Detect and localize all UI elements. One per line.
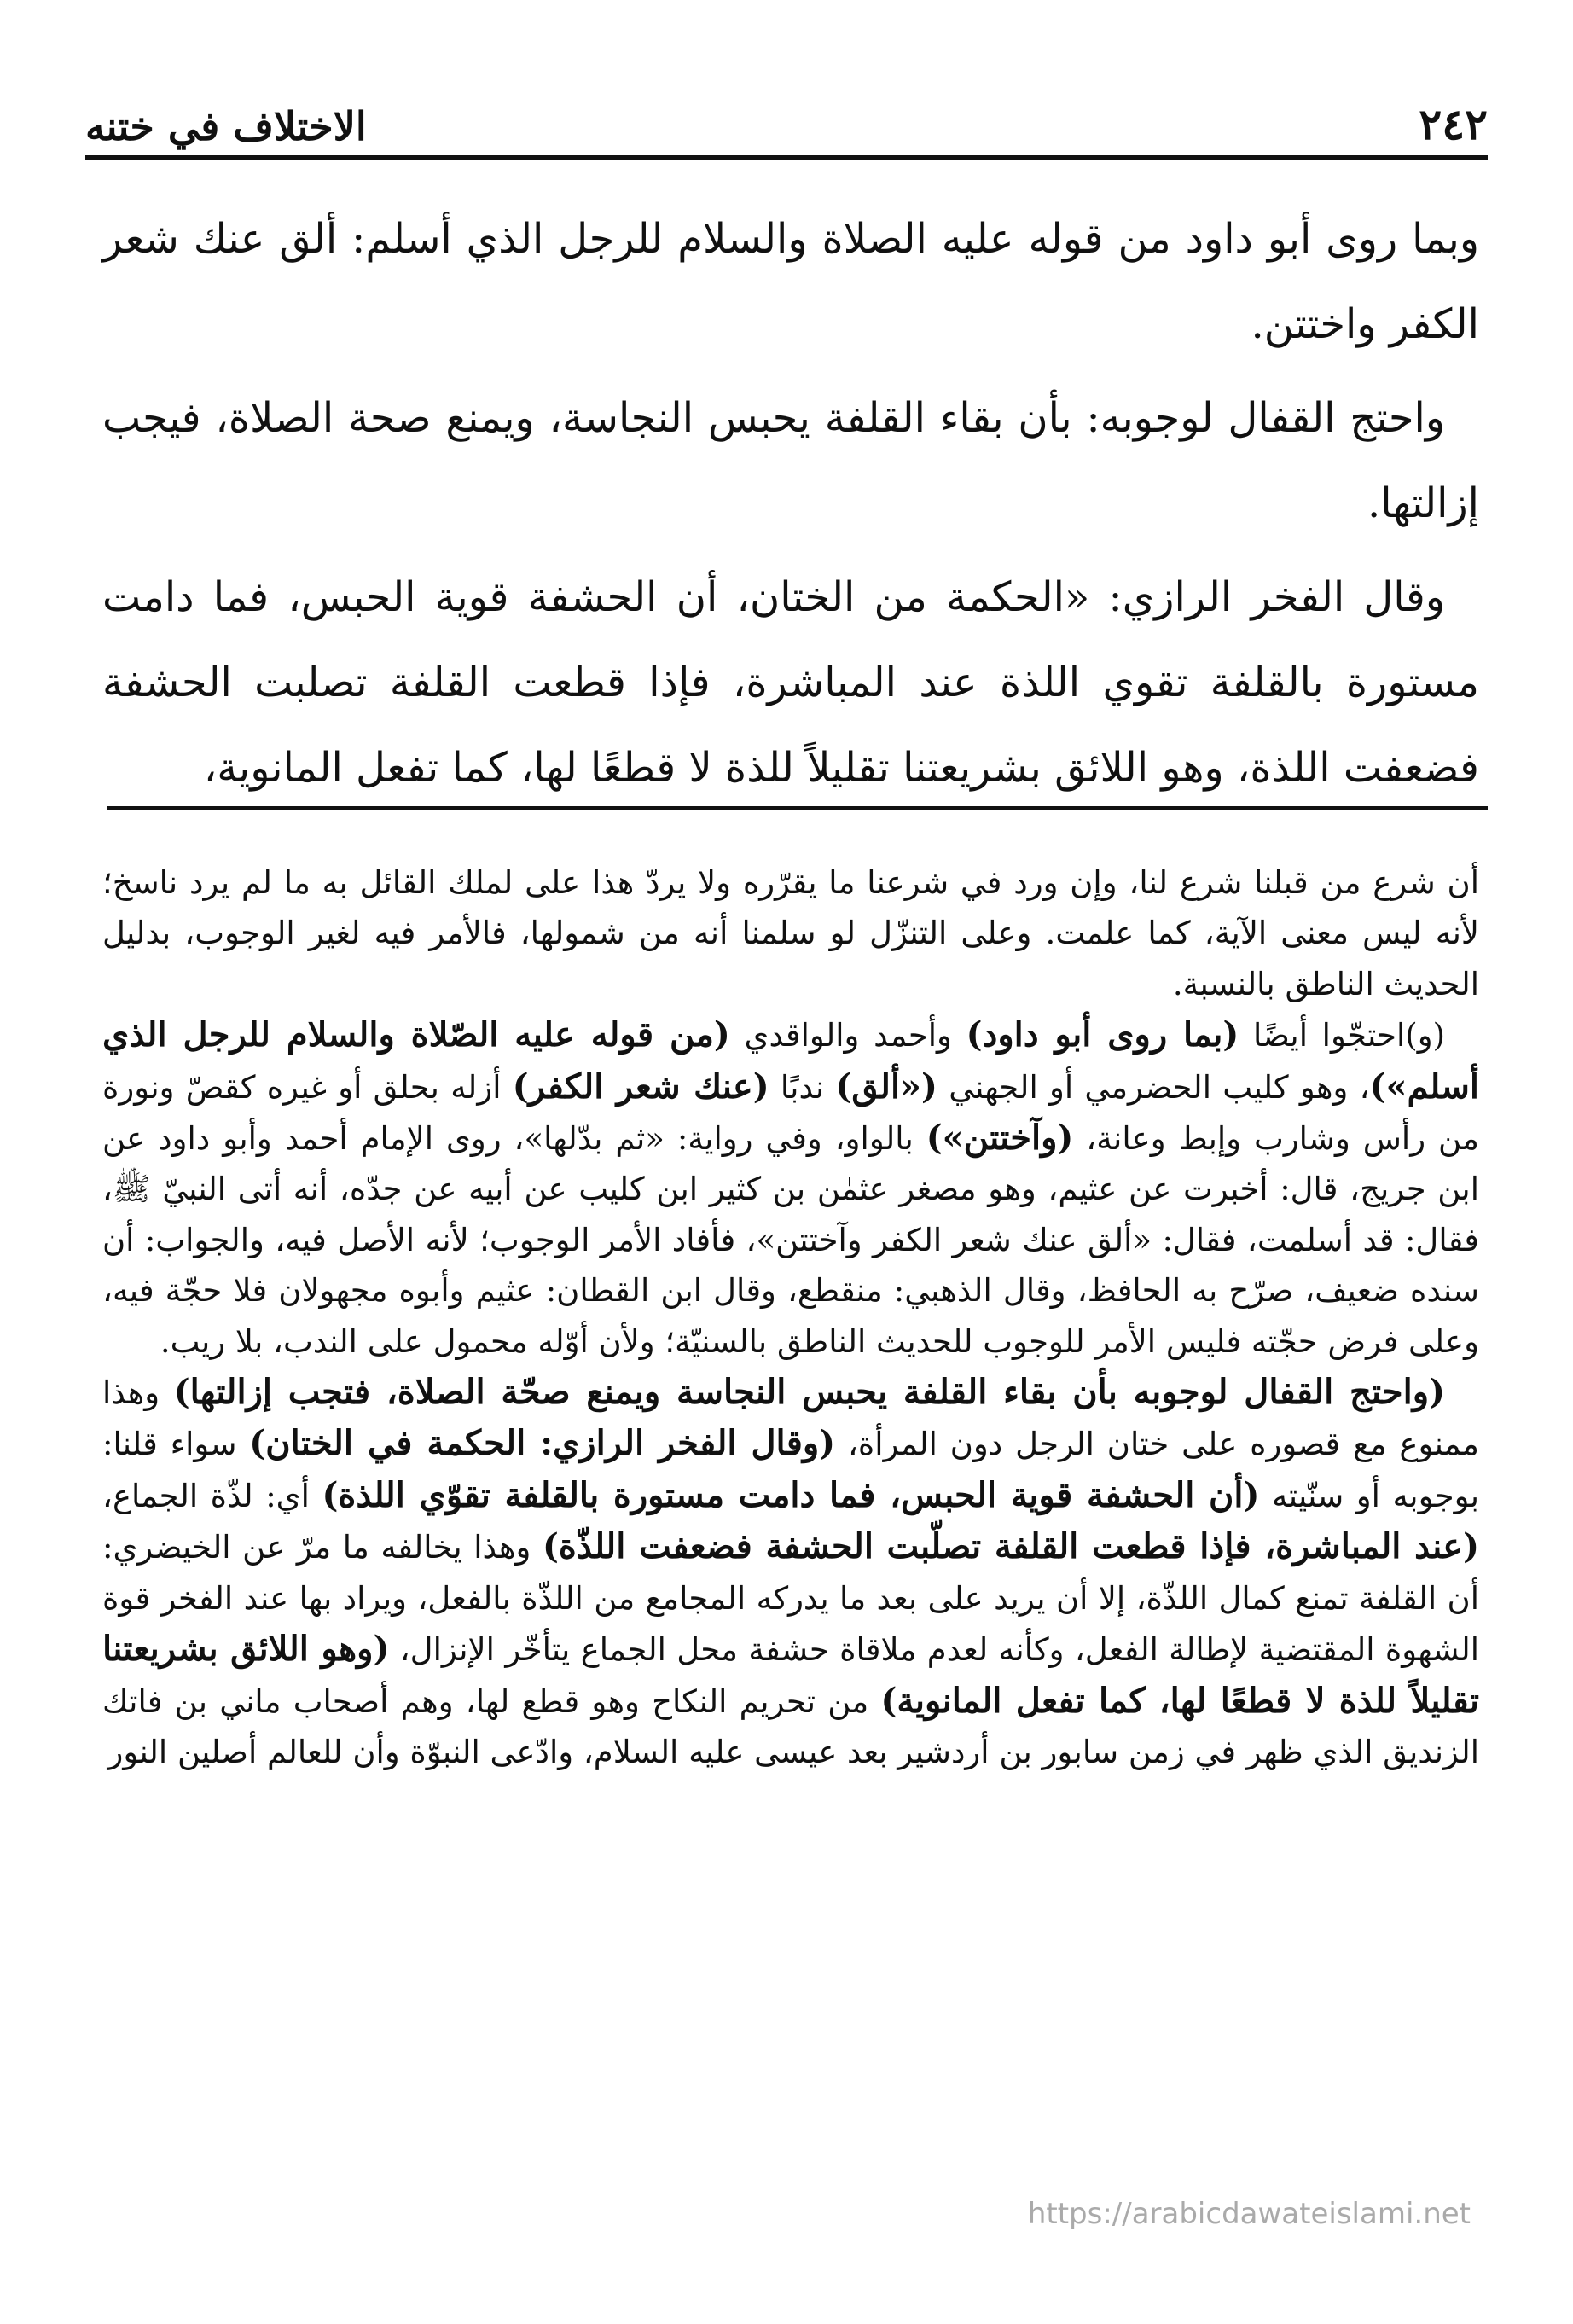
quoted-matn: (من قوله عليه الصّلاة والسلام للرجل الذي أسلم»): [102, 1014, 1479, 1107]
watermark-url: https://arabicdawateislami.net: [1027, 2197, 1471, 2231]
quoted-matn: (وآختتن»): [926, 1118, 1074, 1159]
main-paragraph-3: وقال الفخر الرازي: «الحكمة من الختان، أن الحشفة قوية الحبس، فما دامت مستورة بالقلفة تقوي اللذة عند المباشرة، فإذا قطعت القلفة تصلبت الحشفة فضعفت اللذة، وهو اللائق بشريعتنا تقليلاً للذة لا قطعًا لها، كما تفعل المانوية،: [102, 573, 1480, 792]
quoted-matn: (أن الحشفة قوية الحبس، فما دامت مستورة بالقلفة تقوّي اللذة): [322, 1474, 1260, 1515]
main-paragraph-1: وبما روى أبو داود من قوله عليه الصلاة والسلام للرجل الذي أسلم: ألق عنك شعر الكفر واختتن.: [102, 215, 1479, 348]
main-paragraph-2: واحتج القفال لوجوبه: بأن بقاء القلفة يحبس النجاسة، ويمنع صحة الصلاة، فيجب إزالتها.: [102, 394, 1479, 527]
quoted-matn: (عنك شعر الكفر): [512, 1066, 769, 1107]
commentary-text-run: أي: لذّة الجماع،: [102, 1477, 322, 1514]
quoted-matn: («ألق): [835, 1066, 937, 1107]
commentary-text-run: ، وهو كليب الحضرمي أو الجهني: [937, 1068, 1370, 1106]
commentary-text-run: من تحريم النكاح وهو قطع لها، وهم أصحاب ماني بن فاتك الزنديق الذي ظهر في زمن سابور بن أردشير بعد عيسى عليه السلام، وادّعى النبوّة وأن للعالم أصلين النور: [102, 1682, 1479, 1770]
commentary-text-run: أزله بحلق أو غيره كقصّ ونورة من رأس وشارب وإبط وعانة،: [102, 1068, 1479, 1158]
page-number: ٢٤٢: [1419, 99, 1488, 149]
commentary-text-run: بالواو، وفي رواية: «ثم بدّلها»، روى الإمام أحمد وأبو داود عن ابن جريج، قال: أخبرت عن عثيم، وهو مصغر عثمٰن بن كثير ابن كليب عن أبيه عن جدّه، أنه أتى النبيّ ﷺ، فقال: قد أسلمت، فقال: «ألق عنك شعر الكفر وآختتن»، فأفاد الأمر الوجوب؛ لأنه الأصل فيه، والجواب: أن سنده ضعيف، صرّح به الحافظ، وقال الذهبي: منقطع، وقال ابن القطان: عثيم وأبوه مجهولان فلا حجّة فيه، وعلى فرض حجّته فليس الأمر للوجوب للحديث الناطق بالسنيّة؛ ولأن أوّله محمول على الندب، بلا ريب.: [102, 1120, 1479, 1360]
commentary-text-run: (و)احتجّوا أيضًا: [1239, 1017, 1446, 1055]
quoted-matn: (عند المباشرة، فإذا قطعت القلفة تصلّبت الحشفة فضعفت اللذّة): [542, 1526, 1479, 1567]
quoted-matn: (وقال الفخر الرازي: الحكمة في الختان): [249, 1423, 836, 1464]
footnote-separator: [107, 806, 1488, 810]
commentary-text-run: وأحمد والواقدي: [729, 1017, 966, 1055]
page-header: [85, 81, 1488, 149]
commentary-text-run: سواء قلنا: بوجوبه أو سنّيته: [102, 1426, 1479, 1514]
main-text: [102, 196, 1479, 819]
commentary-text-run: ندبًا: [769, 1068, 836, 1106]
quoted-matn: (وهو اللائق بشريعتنا تقليلاً للذة لا قطعًا لها، كما تفعل المانوية): [102, 1629, 1480, 1721]
quoted-matn: (بما روى أبو داود): [966, 1014, 1239, 1055]
running-title: الاختلاف في ختنه: [85, 103, 367, 149]
commentary-paragraph-1: أن شرع من قبلنا شرع لنا، وإن ورد في شرعنا ما يقرّره ولا يردّ هذا على لملك القائل به ما لم يرد ناسخ؛ لأنه ليس معنى الآية، كما علمت. وعلى التنزّل لو سلمنا أنه من شمولها، فالأمر فيه لغير الوجوب، بدليل الحديث الناطق بالنسبة.: [102, 864, 1479, 1002]
commentary-paragraph-2: [102, 1009, 1479, 1367]
commentary-text-run: وهذا ممنوع مع قصوره على ختان الرجل دون المرأة،: [102, 1374, 1479, 1463]
commentary-paragraph-3: [102, 1367, 1479, 1777]
header-rule: [85, 155, 1488, 160]
commentary-text-run: وهذا يخالفه ما مرّ عن الخيضري: أن القلفة تمنع كمال اللذّة، إلا أن يريد على بعد ما يدركه المجامع من اللذّة بالفعل، ويراد بها عند الفخر قوة الشهوة المقتضية لإطالة الفعل، وكأنه لعدم ملاقاة حشفة محل الجماع يتأخّر الإنزال،: [102, 1529, 1479, 1669]
commentary-text: [102, 857, 1479, 1777]
quoted-matn: (واحتج القفال لوجوبه بأن بقاء القلفة يحبس النجاسة ويمنع صحّة الصلاة، فتجب إزالتها): [173, 1372, 1446, 1413]
